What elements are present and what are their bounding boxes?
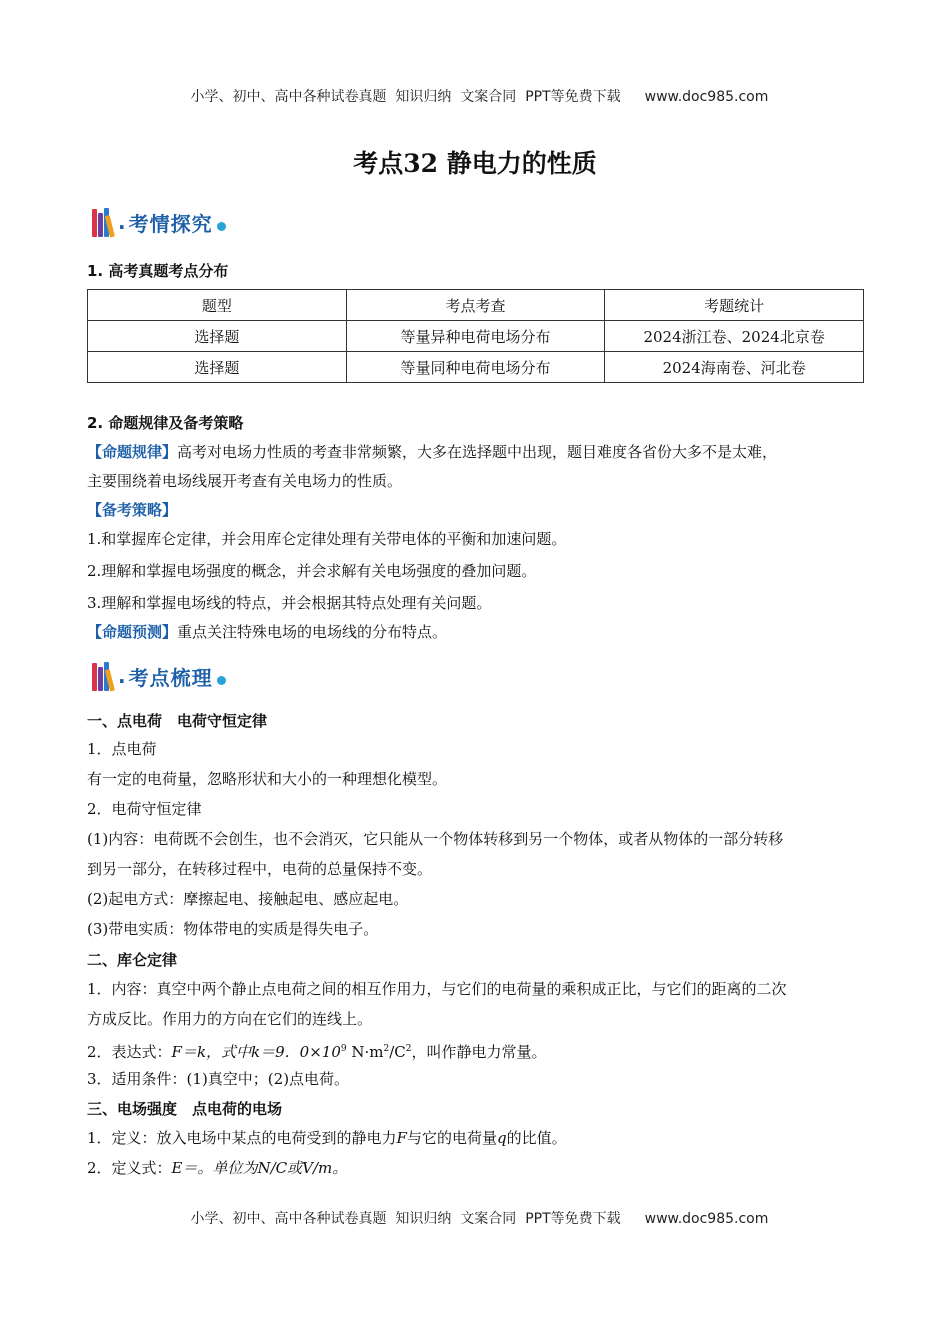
section-heading: 1. 高考真题考点分布 — [87, 262, 229, 280]
header-url[interactable]: www.doc985.com — [644, 89, 769, 105]
formula-unit: N·m — [346, 1043, 384, 1061]
formula-exponent: 2 — [383, 1044, 390, 1054]
table-cell: 选择题 — [88, 352, 347, 383]
part-heading: 一、点电荷 电荷守恒定律 — [87, 712, 268, 730]
strategy-item: 2.理解和掌握电场强度的概念，并会求解有关电场强度的叠加问题。 — [87, 562, 537, 580]
prediction-paragraph — [87, 617, 867, 647]
sub-heading: 1．点电荷 — [87, 740, 157, 758]
formula-exponent: 9 — [340, 1044, 347, 1054]
strategy-tag-line — [87, 495, 867, 525]
sub-heading: 2．电荷守恒定律 — [87, 800, 202, 818]
banner-label: 考情探究 — [128, 211, 213, 236]
formula-prefix: 2．表达式： — [87, 1043, 172, 1061]
rule-paragraph-cont: 主要围绕着电场线展开考查有关电场力的性质。 — [87, 472, 403, 490]
paragraph: 方成反比。作用力的方向在它们的连线上。 — [87, 1010, 373, 1028]
footer-text: 小学、初中、高中各种试卷真题 知识归纳 文案合同 PPT等免费下载 — [190, 1211, 621, 1227]
books-icon — [92, 207, 116, 237]
table-cell: 选择题 — [88, 321, 347, 352]
page-footer — [0, 1192, 950, 1228]
symbol-f: F — [396, 1129, 407, 1147]
banner-exam-analysis: . 考情探究 — [92, 205, 226, 239]
formula-unit: /C — [389, 1043, 406, 1061]
dot-icon — [217, 222, 226, 231]
paragraph: 3．适用条件：(1)真空中；(2)点电荷。 — [87, 1070, 350, 1088]
definition-text: 2．定义式： — [87, 1159, 172, 1177]
formula: E＝。单位为N/C或V/m。 — [171, 1159, 348, 1177]
strategy-tag: 【备考策略】 — [87, 501, 178, 519]
definition-formula-paragraph — [87, 1153, 867, 1183]
footer-url[interactable]: www.doc985.com — [644, 1211, 769, 1227]
paragraph: (3)带电实质：物体带电的实质是得失电子。 — [87, 920, 379, 938]
definition-text: 的比值。 — [506, 1129, 567, 1147]
paragraph: (2)起电方式：摩擦起电、接触起电、感应起电。 — [87, 890, 409, 908]
part-heading: 三、电场强度 点电荷的电场 — [87, 1100, 283, 1118]
definition-text: 1．定义：放入电场中某点的电荷受到的静电力 — [87, 1129, 397, 1147]
table-cell: 2024浙江卷、2024北京卷 — [605, 321, 864, 352]
rule-paragraph — [87, 437, 867, 467]
paragraph: 1．内容：真空中两个静止点电荷之间的相互作用力，与它们的电荷量的乘积成正比，与它们的距离的二次 — [87, 980, 787, 998]
page-title: 考点32 静电力的性质 — [353, 149, 597, 178]
page-header — [0, 70, 950, 106]
strategy-item: 3.理解和掌握电场线的特点，并会根据其特点处理有关问题。 — [87, 594, 492, 612]
table-cell: 2024海南卷、河北卷 — [605, 352, 864, 383]
definition-paragraph — [87, 1123, 867, 1153]
exam-distribution-table — [87, 289, 864, 383]
books-icon — [92, 661, 116, 691]
paragraph: 到另一部分，在转移过程中，电荷的总量保持不变。 — [87, 860, 433, 878]
table-header-cell: 题型 — [88, 290, 347, 321]
formula: F＝k，式中k＝9．0×10 — [171, 1043, 341, 1061]
table-header-cell: 考题统计 — [605, 290, 864, 321]
dot-icon — [217, 676, 226, 685]
definition-text: 与它的电荷量 — [406, 1129, 497, 1147]
formula-exponent: 2 — [405, 1044, 412, 1054]
table-cell: 等量同种电荷电场分布 — [346, 352, 605, 383]
banner-label: 考点梳理 — [128, 665, 213, 690]
section-heading: 2. 命题规律及备考策略 — [87, 414, 244, 432]
paragraph: 有一定的电荷量，忽略形状和大小的一种理想化模型。 — [87, 770, 448, 788]
banner-key-points: . 考点梳理 — [92, 659, 226, 693]
table-header-cell: 考点考查 — [346, 290, 605, 321]
paragraph: (1)内容：电荷既不会创生，也不会消灭，它只能从一个物体转移到另一个物体，或者从物体的一部分转移 — [87, 830, 784, 848]
formula-suffix: ，叫作静电力常量。 — [411, 1043, 547, 1061]
formula-paragraph — [87, 1034, 867, 1067]
predict-text: 重点关注特殊电场的电场线的分布特点。 — [177, 623, 448, 641]
part-heading: 二、库仑定律 — [87, 951, 178, 969]
rule-tag: 【命题规律】 — [87, 443, 178, 461]
table-cell: 等量异种电荷电场分布 — [346, 321, 605, 352]
rule-text: 高考对电场力性质的考查非常频繁，大多在选择题中出现，题目难度各省份大多不是太难， — [177, 443, 778, 461]
table-row — [88, 321, 864, 352]
symbol-q: q — [496, 1129, 507, 1147]
table-header-row — [88, 290, 864, 321]
table-row — [88, 352, 864, 383]
predict-tag: 【命题预测】 — [87, 623, 178, 641]
strategy-item: 1.和掌握库仑定律，并会用库仑定律处理有关带电体的平衡和加速问题。 — [87, 530, 567, 548]
header-text: 小学、初中、高中各种试卷真题 知识归纳 文案合同 PPT等免费下载 — [190, 89, 621, 105]
